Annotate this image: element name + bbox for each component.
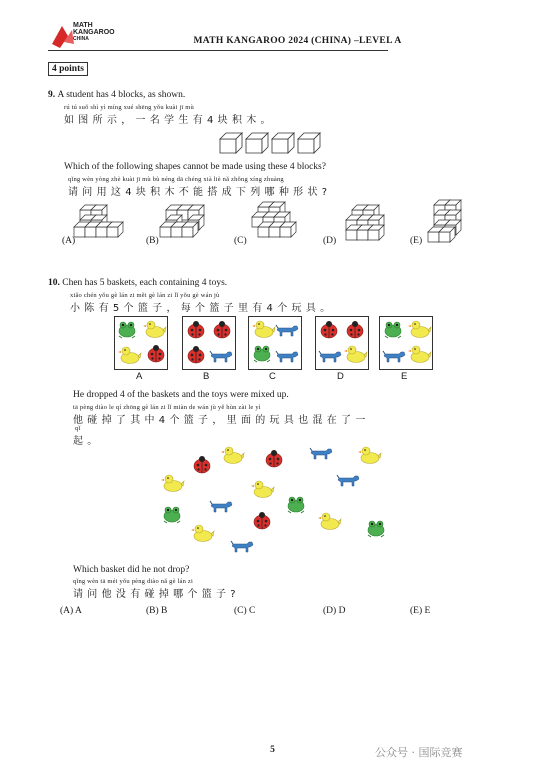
header-divider — [48, 50, 388, 51]
basket-c — [248, 316, 302, 370]
wechat-watermark: 公众号 · 国际竞赛 — [375, 746, 463, 759]
q10-pinyin-3: qǐ — [75, 425, 81, 432]
q9-text: 9. A student has 4 blocks, as shown. — [48, 90, 186, 100]
q10-hanzi-3: 起。 — [73, 436, 102, 447]
option-c-shape — [252, 202, 296, 237]
points-section-label: 4 points — [48, 62, 88, 76]
toy-duck — [161, 475, 184, 492]
q9-pinyin-2: qǐng wèn yòng zhè kuài jī mù bù néng dā chéng xià liè nǎ zhǒng xíng zhuàng — [68, 176, 284, 183]
q9-option-e-label[interactable]: (E) — [410, 236, 423, 246]
q10-hanzi-4: 请问他没有碰掉哪个篮子? — [73, 589, 240, 600]
q10-answer-c[interactable]: (C) C — [234, 606, 256, 616]
toy-ladybug — [266, 450, 282, 467]
option-a-shape — [74, 205, 123, 237]
page-number: 5 — [270, 745, 275, 755]
q9-hanzi-1: 如图所示，一名学生有4块积木。 — [64, 115, 275, 126]
toy-dog — [210, 501, 232, 512]
option-b-shape — [160, 205, 204, 237]
q9-option-b-label[interactable]: (B) — [146, 236, 159, 246]
q9-pinyin-1: rú tú suǒ shì yì míng xué shēng yǒu kuài jī mù — [64, 104, 194, 111]
basket-b-label: B — [203, 371, 210, 382]
basket-e-toys — [380, 317, 432, 369]
page-header-title: MATH KANGAROO 2024 (CHINA) –LEVEL A — [193, 36, 402, 46]
option-d-shape — [346, 205, 384, 240]
q10-pinyin-4: qǐng wèn tā méi yǒu pèng diào nǎ gè lán zi — [73, 578, 193, 585]
basket-a-label: A — [136, 371, 143, 382]
toy-ladybug — [194, 456, 210, 473]
q10-answer-e[interactable]: (E) E — [410, 606, 431, 616]
toy-frog — [164, 507, 180, 523]
q10-pinyin-1: xiǎo chén yǒu gè lán zi měi gè lán zi lǐ yǒu gè wán jù — [70, 292, 220, 299]
basket-c-toys — [249, 317, 301, 369]
q9-option-a-label[interactable]: (A) — [62, 236, 76, 246]
toy-dog — [337, 475, 359, 486]
basket-e-label: E — [401, 371, 408, 382]
q10-answer-b[interactable]: (B) B — [146, 606, 168, 616]
logo-text: MATH KANGAROO CHINA — [73, 22, 115, 42]
q9-given-blocks — [220, 127, 320, 157]
toy-duck — [251, 481, 274, 498]
basket-a — [114, 316, 168, 370]
toy-duck — [191, 525, 214, 542]
q10-text-2: He dropped 4 of the baskets and the toys were mixed up. — [73, 390, 289, 400]
q10-answer-a[interactable]: (A) A — [60, 606, 82, 616]
toy-frog — [368, 521, 384, 537]
q9-option-c-label[interactable]: (C) — [234, 236, 247, 246]
toy-duck — [221, 447, 244, 464]
toy-dog — [310, 448, 332, 459]
option-e-shape — [428, 200, 461, 242]
basket-c-label: C — [269, 371, 276, 382]
q9-option-d-label[interactable]: (D) — [323, 236, 337, 246]
toy-frog — [288, 497, 304, 513]
basket-e — [379, 316, 433, 370]
q10-answer-d[interactable]: (D) D — [323, 606, 346, 616]
q9-hanzi-2: 请问用这4块积木不能搭成下列哪种形状? — [68, 187, 332, 198]
toy-duck — [358, 447, 381, 464]
mixed-toys-pile — [155, 440, 395, 560]
basket-d-label: D — [337, 371, 344, 382]
q10-hanzi-1: 小陈有5个篮子，每个篮子里有4个玩具。 — [70, 303, 335, 314]
q10-text: 10. Chen has 5 baskets, each containing 4 toys. — [48, 278, 228, 288]
basket-d — [315, 316, 369, 370]
q10-hanzi-2: 他碰掉了其中4个篮子，里面的玩具也混在了一 — [73, 415, 370, 426]
basket-a-toys — [115, 317, 167, 369]
basket-b-toys — [183, 317, 235, 369]
toy-dog — [231, 541, 253, 552]
toy-ladybug — [254, 512, 270, 529]
q10-question: Which basket did he not drop? — [73, 565, 190, 575]
basket-b — [182, 316, 236, 370]
basket-d-toys — [316, 317, 368, 369]
q10-pinyin-2: tā pèng diào le qí zhōng gè lán zi lǐ miàn de wán jù yě hùn zài le yì — [73, 404, 261, 411]
q9-question: Which of the following shapes cannot be made using these 4 blocks? — [64, 162, 326, 172]
toy-duck — [318, 513, 341, 530]
